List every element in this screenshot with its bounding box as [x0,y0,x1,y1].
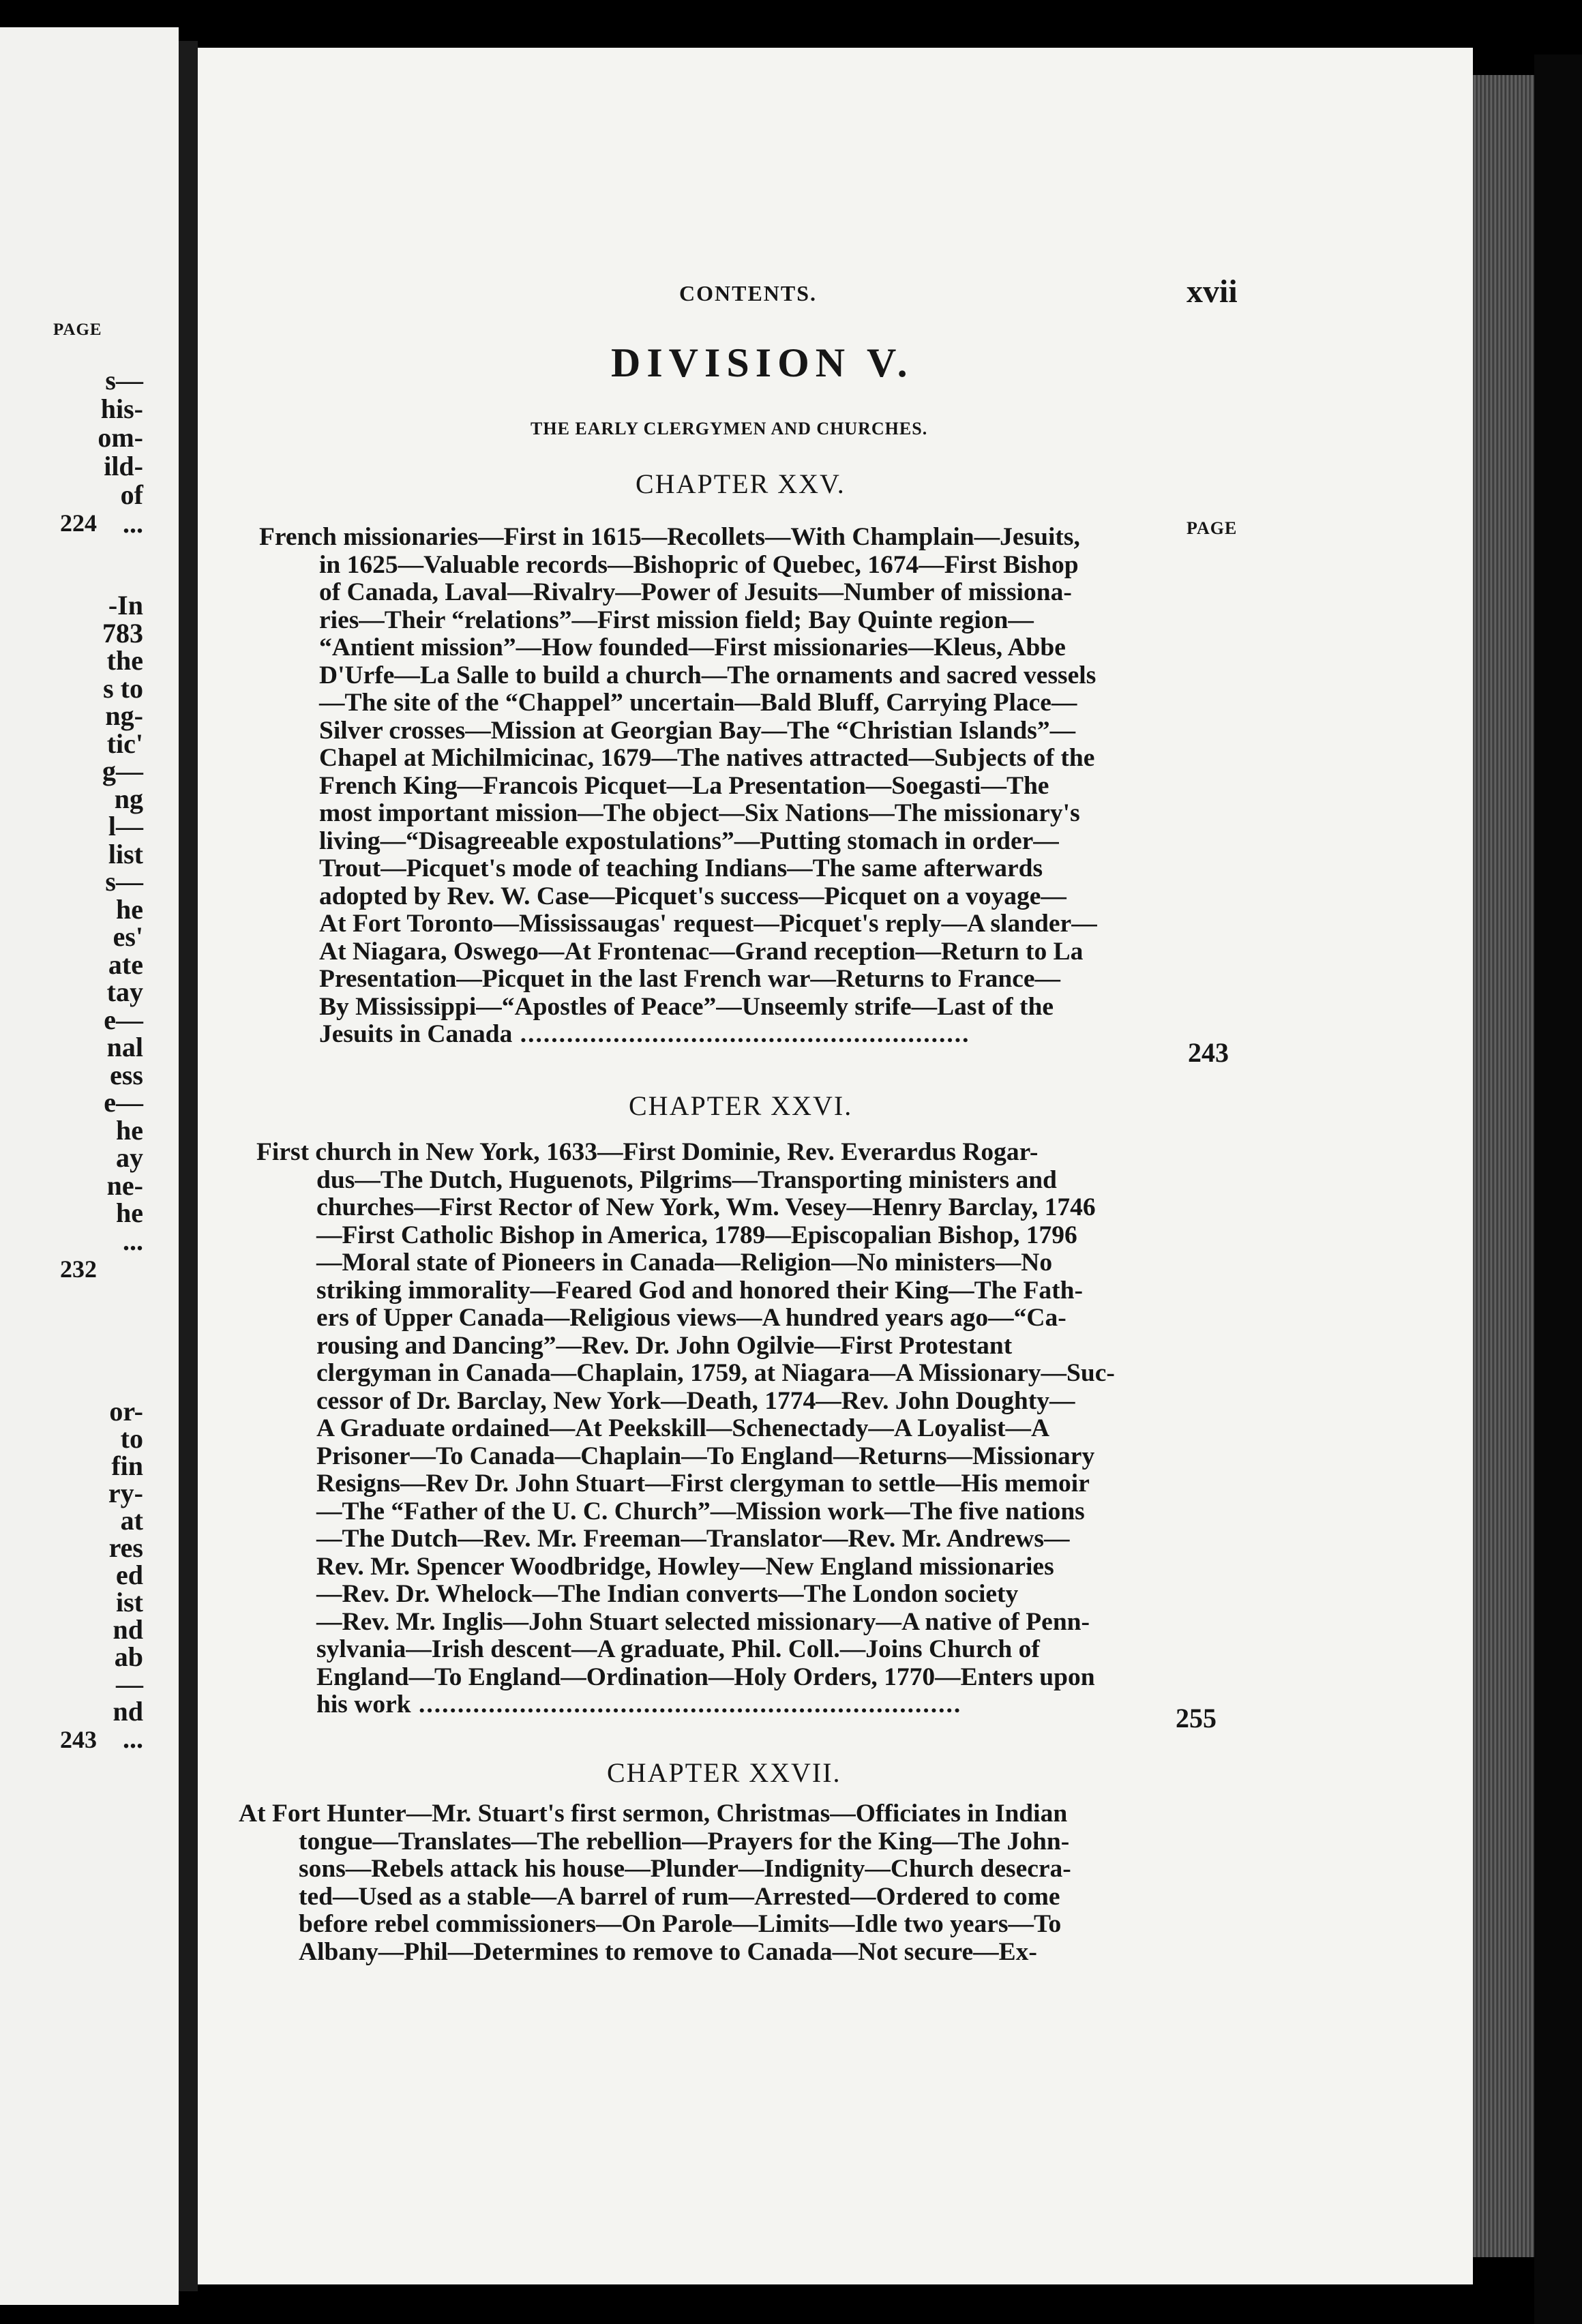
previous-page-strip [0,27,179,2305]
summary-line: Jesuits in Canada .......................................................... [319,1020,970,1048]
left-page-fragment: s to [103,672,143,704]
left-page-fragment: nal [106,1032,143,1062]
summary-line: —Rev. Mr. Inglis—John Stuart selected missionary—A native of Penn- [316,1607,1090,1636]
summary-line: tongue—Translates—The rebellion—Prayers for the King—The John- [299,1827,1070,1856]
left-page-fragment: ... [123,1723,143,1754]
summary-line: First church in New York, 1633—First Dominie, Rev. Everardus Rogar- [256,1138,1039,1166]
summary-line: —The Dutch—Rev. Mr. Freeman—Translator—Rev. Mr. Andrews— [316,1525,1070,1553]
left-page-fragment: the [106,645,143,676]
leader-dots: .......................................................... [512,1020,970,1048]
left-page-fragment: es' [113,921,143,952]
chapter-summary [239,1800,1146,1966]
summary-line: adopted by Rev. W. Case—Picquet's success—Picquet on a voyage— [319,882,1066,910]
left-page-fragment: at [120,1505,143,1536]
left-page-fragment: ry- [108,1478,143,1508]
left-page-number-3: 243 [60,1726,97,1753]
summary-line: sons—Rebels attack his house—Plunder—Indignity—Church desecra- [299,1855,1071,1883]
left-page-fragment: ess [110,1059,143,1090]
left-page-fragment: ... [123,508,143,539]
summary-line: —The site of the “Chappel” uncertain—Bald Bluff, Carrying Place— [319,689,1077,717]
page-column-label: PAGE [1186,518,1238,538]
left-page-fragment: to [120,1423,143,1454]
left-page-number-1: 224 [60,509,97,537]
summary-line: —First Catholic Bishop in America, 1789—Episcopalian Bishop, 1796 [316,1221,1077,1249]
summary-line: rousing and Dancing”—Rev. Dr. John Ogilvie—First Protestant [316,1331,1013,1360]
summary-line: sylvania—Irish descent—A graduate, Phil. Coll.—Joins Church of [316,1635,1040,1663]
left-page-fragment: ist [116,1587,143,1618]
summary-line: Rev. Mr. Spencer Woodbridge, Howley—New England missionaries [316,1552,1054,1581]
chapter-title: CHAPTER XXVI. [629,1090,853,1121]
summary-line: clergyman in Canada—Chaplain, 1759, at Niagara—A Missionary—Suc- [316,1359,1115,1387]
left-page-fragment: nd [113,1614,143,1645]
leader-dots: ...................................................................... [411,1690,962,1718]
left-page-fragment: l— [108,811,143,841]
left-page-fragment: ne- [106,1170,143,1201]
left-page-fragment: g— [102,756,143,786]
summary-line: By Mississippi—“Apostles of Peace”—Unseemly strife—Last of the [319,992,1054,1021]
summary-line: in 1625—Valuable records—Bishopric of Quebec, 1674—First Bishop [319,550,1079,579]
left-page-fragment: of [120,479,143,510]
running-header: CONTENTS. [679,281,818,306]
left-page-fragment: ild- [104,451,143,481]
summary-line: most important mission—The object—Six Nations—The missionary's [319,799,1080,827]
summary-line: At Fort Toronto—Mississaugas' request—Picquet's reply—A slander— [319,910,1097,938]
summary-line: —The “Father of the U. C. Church”—Mission work—The five nations [316,1497,1085,1525]
left-page-fragment: om- [98,422,143,453]
summary-line: striking immorality—Feared God and honored their King—The Fath- [316,1276,1084,1305]
chapter-summary [259,524,1166,1049]
summary-line: England—To England—Ordination—Holy Orders, 1770—Enters upon [316,1663,1095,1691]
chapter-page-number: 243 [1188,1037,1229,1068]
summary-line: before rebel commissioners—On Parole—Limits—Idle two years—To [299,1910,1062,1938]
left-page-fragment: 783 [102,617,143,649]
summary-line: —Rev. Dr. Whelock—The Indian converts—The London society [316,1580,1019,1608]
summary-line: Trout—Picquet's mode of teaching Indians—The same afterwards [319,854,1043,882]
summary-line: Silver crosses—Mission at Georgian Bay—The “Christian Islands”— [319,716,1076,745]
left-page-fragment: ... [123,1225,143,1256]
left-page-fragment: — [116,1669,143,1699]
left-page-fragment: he [116,893,143,925]
summary-line: living—“Disagreeable expostulations”—Putting stomach in order— [319,826,1059,855]
division-title: DIVISION V. [611,340,914,385]
summary-line: Albany—Phil—Determines to remove to Canada—Not secure—Ex- [299,1937,1037,1966]
left-page-fragment: -In [108,590,143,621]
left-page-fragment: tay [106,977,143,1007]
summary-line: Chapel at Michilmicinac, 1679—The natives attracted—Subjects of the [319,744,1095,772]
left-page-fragment: fin [111,1450,143,1481]
left-page-fragment: ab [114,1641,143,1672]
summary-line: —Moral state of Pioneers in Canada—Religion—No ministers—No [316,1249,1053,1277]
summary-line: Prisoner—To Canada—Chaplain—To England—Returns—Missionary [316,1442,1095,1470]
left-page-fragment: ay [116,1142,143,1173]
left-page-fragment: ed [116,1560,143,1590]
left-page-fragment: ng [114,783,143,814]
summary-line: churches—First Rector of New York, Wm. Vesey—Henry Barclay, 1746 [316,1193,1096,1221]
left-page-fragment: tic' [106,728,143,759]
summary-line: French King—Francois Picquet—La Presentation—Soegasti—The [319,771,1049,800]
left-page-number-2: 232 [60,1255,97,1283]
summary-line: of Canada, Laval—Rivalry—Power of Jesuits—Number of missiona- [319,578,1072,606]
left-page-fragment: list [108,838,143,869]
summary-line: Presentation—Picquet in the last French war—Returns to France— [319,965,1061,993]
summary-line: ries—Their “relations”—First mission field; Bay Quinte region— [319,606,1034,634]
summary-line: At Niagara, Oswego—At Frontenac—Grand reception—Return to La [319,937,1084,966]
left-page-fragment: e— [104,1004,143,1035]
summary-line: cessor of Dr. Barclay, New York—Death, 1774—Rev. John Doughty— [316,1386,1075,1415]
left-page-fragment: or- [109,1396,143,1427]
book-gutter [179,41,198,2291]
summary-line: At Fort Hunter—Mr. Stuart's first sermon, Christmas—Officiates in Indian [239,1800,1068,1828]
chapter-page-number: 255 [1176,1703,1217,1733]
chapter-title: CHAPTER XXV. [636,468,846,499]
left-page-fragment: res [108,1532,143,1563]
summary-line: ers of Upper Canada—Religious views—A hundred years ago—“Ca- [316,1304,1066,1332]
left-page-fragment: he [116,1197,143,1228]
left-page-fragment: e— [104,1087,143,1118]
left-page-fragment: nd [113,1696,143,1727]
folio-number: xvii [1186,273,1238,310]
summary-line: his work ...................................................................... [316,1690,962,1718]
left-page-fragment: he [116,1114,143,1146]
summary-line: “Antient mission”—How founded—First missionaries—Kleus, Abbe [319,634,1066,661]
division-subtitle: THE EARLY CLERGYMEN AND CHURCHES. [531,419,928,438]
left-page-label: PAGE [53,321,102,339]
left-page-fragment: ng- [105,700,143,731]
left-page-fragment: s— [105,866,143,897]
left-page-fragment: his- [100,393,143,424]
summary-line: ted—Used as a stable—A barrel of rum—Arrested—Ordered to come [299,1882,1060,1911]
summary-line: French missionaries—First in 1615—Recollets—With Champlain—Jesuits, [259,523,1080,551]
chapter-summary [256,1139,1152,1719]
summary-line: Resigns—Rev Dr. John Stuart—First clergyman to settle—His memoir [316,1470,1090,1498]
summary-line: dus—The Dutch, Huguenots, Pilgrims—Transporting ministers and [316,1165,1057,1194]
chapter-title: CHAPTER XXVII. [607,1757,841,1788]
left-page-fragment: s— [105,365,143,396]
left-page-fragment: ate [108,949,143,980]
summary-line: D'Urfe—La Salle to build a church—The ornaments and sacred vessels [319,661,1096,689]
book-edge-shadow [1534,55,1582,2324]
summary-line: A Graduate ordained—At Peekskill—Schenectady—A Loyalist—A [316,1414,1050,1442]
book-page-edges [1473,75,1534,2257]
